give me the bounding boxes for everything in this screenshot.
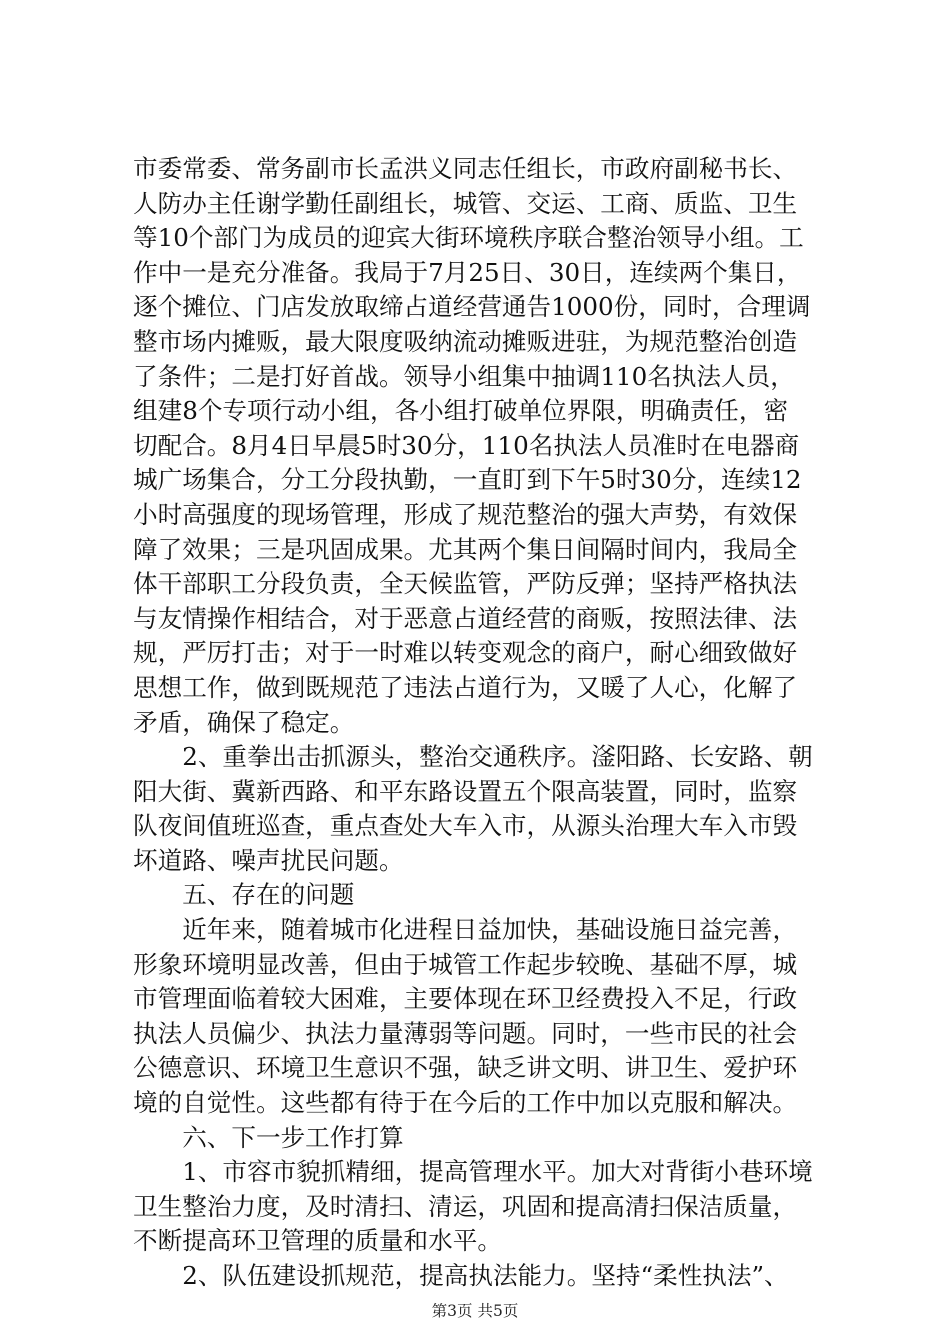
text-line: 与友情操作相结合，对于恶意占道经营的商贩，按照法律、法 [133, 603, 798, 633]
text-line: 2、队伍建设抓规范，提高执法能力。坚持“柔性执法”、 [133, 1261, 789, 1290]
text-line: 不断提高环卫管理的质量和水平。 [133, 1226, 502, 1256]
text-line: 1、市容市貌抓精细，提高管理水平。加大对背街小巷环境 [133, 1157, 813, 1187]
text-line: 市委常委、常务副市长孟洪义同志任组长，市政府副秘书长、 [133, 154, 798, 183]
text-line: 城广场集合，分工分段执勤，一直盯到下午5时30分，连续12 [133, 465, 802, 495]
text-line: 坏道路、噪声扰民问题。 [133, 845, 404, 875]
text-line: 执法人员偏少、执法力量薄弱等问题。同时，一些市民的社会 [133, 1018, 798, 1048]
text-line: 卫生整治力度，及时清扫、清运，巩固和提高清扫保洁质量， [133, 1191, 798, 1221]
text-line: 阳大街、冀新西路、和平东路设置五个限高装置，同时，监察 [133, 776, 798, 806]
text-line: 切配合。8月4日早晨5时30分，110名执法人员准时在电器商 [133, 430, 800, 460]
text-line: 思想工作，做到既规范了违法占道行为，又暖了人心，化解了 [133, 672, 798, 702]
text-line: 了条件；二是打好首战。领导小组集中抽调110名执法人员， [133, 361, 795, 391]
text-line: 整市场内摊贩，最大限度吸纳流动摊贩进驻，为规范整治创造 [133, 326, 798, 356]
text-line: 2、重拳出击抓源头，整治交通秩序。滏阳路、长安路、朝 [133, 742, 813, 772]
text-line: 矛盾，确保了稳定。 [133, 707, 355, 737]
text-line: 近年来，随着城市化进程日益加快，基础设施日益完善， [133, 915, 798, 945]
text-line: 小时高强度的现场管理，形成了规范整治的强大声势，有效保 [133, 499, 798, 529]
section-heading: 五、存在的问题 [133, 880, 355, 910]
text-line: 队夜间值班巡查，重点查处大车入市，从源头治理大车入市毁 [133, 811, 798, 841]
text-line: 等10个部门为成员的迎宾大街环境秩序联合整治领导小组。工 [133, 223, 804, 253]
text-line: 障了效果；三是巩固成果。尤其两个集日间隔时间内，我局全 [133, 534, 798, 564]
text-line: 市管理面临着较大困难，主要体现在环卫经费投入不足，行政 [133, 984, 798, 1014]
text-line: 人防办主任谢学勤任副组长，城管、交运、工商、质监、卫生 [133, 188, 798, 218]
text-line: 逐个摊位、门店发放取缔占道经营通告1000份，同时，合理调 [133, 292, 811, 322]
text-line: 公德意识、环境卫生意识不强，缺乏讲文明、讲卫生、爱护环 [133, 1053, 798, 1083]
text-line: 境的自觉性。这些都有待于在今后的工作中加以克服和解决。 [133, 1088, 798, 1118]
text-line: 体干部职工分段负责，全天候监管，严防反弹；坚持严格执法 [133, 569, 798, 599]
text-line: 规，严厉打击；对于一时难以转变观念的商户，耐心细致做好 [133, 638, 798, 668]
page-footer: 第3页 共5页 [431, 1302, 519, 1320]
text-line: 形象环境明显改善，但由于城管工作起步较晚、基础不厚，城 [133, 949, 798, 979]
document-body [133, 152, 833, 1294]
text-line: 作中一是充分准备。我局于7月25日、30日，连续两个集日， [133, 257, 802, 287]
text-line: 组建8个专项行动小组，各小组打破单位界限，明确责任，密 [133, 396, 789, 426]
section-heading: 六、下一步工作打算 [133, 1122, 404, 1152]
